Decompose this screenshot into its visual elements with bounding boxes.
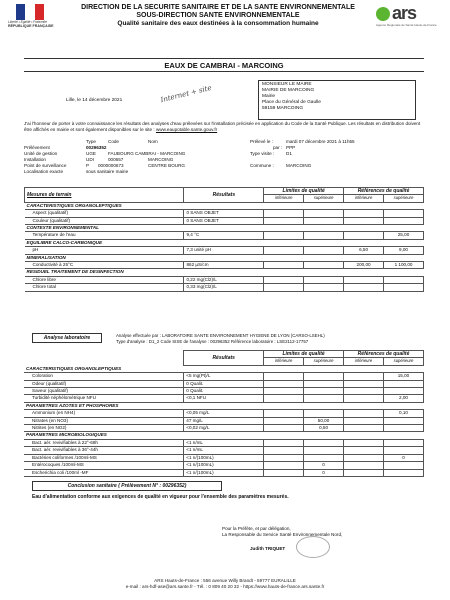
commune-value: MARCOING — [286, 163, 312, 168]
point-type: P — [86, 163, 90, 168]
section-title: MINERALISATION — [26, 254, 66, 260]
field-measurements-table — [24, 187, 424, 292]
result-value: 0 Qualit. — [184, 380, 264, 387]
installation-code: 000657 — [108, 157, 124, 162]
ref-sup: 0,10 — [383, 410, 423, 417]
table-row — [25, 276, 424, 283]
limit-inf — [264, 373, 304, 380]
ref-inf — [344, 425, 384, 432]
limit-inf — [264, 217, 304, 224]
result-value: 0 SANS OBJET — [184, 210, 264, 217]
table-row — [25, 284, 424, 291]
param-name: pH — [25, 247, 184, 254]
limit-sup — [304, 380, 344, 387]
limit-inf — [264, 454, 304, 461]
result-value: 0,22 mg(Cl2)/L — [184, 276, 264, 283]
result-value: 862 µS/cm — [184, 262, 264, 269]
ref-inf — [344, 217, 384, 224]
table-row — [25, 210, 424, 217]
point-code: 0000000673 — [98, 163, 124, 168]
ref-inf: 200,00 — [344, 262, 384, 269]
col-nom-header: Nom — [148, 139, 158, 144]
installation-type: UDI — [86, 157, 94, 162]
param-name: Aspect (qualitatif) — [25, 210, 184, 217]
terrain-header-ref-inf: inférieure — [344, 195, 384, 202]
ref-sup — [384, 217, 424, 224]
limit-inf — [264, 262, 304, 269]
result-value: <1 n/mL — [184, 447, 264, 454]
commune-label: Commune : — [250, 163, 274, 168]
limit-sup — [304, 395, 344, 402]
notice-link[interactable]: www.eaupotable.sante.gouv.fr — [155, 126, 218, 132]
prelevement-value: 00296352 — [86, 145, 107, 150]
lab-analysis-info — [116, 333, 325, 345]
limit-inf — [264, 388, 304, 395]
limit-inf — [264, 417, 304, 424]
param-name: Saveur (qualitatif) — [24, 388, 184, 395]
address-line: Place du Général de Gaulle — [262, 100, 321, 105]
result-value: <0,1 NFU — [184, 395, 264, 402]
result-value: <1 n/(100mL) — [184, 462, 264, 469]
param-name: Nitrates (en NO3) — [24, 417, 184, 424]
param-name: Couleur (qualitatif) — [25, 217, 184, 224]
ref-sup — [384, 284, 424, 291]
param-name: Nitrites (en NO2) — [24, 425, 184, 432]
section-title: PARAMETRES MICROBIOLOGIQUES — [26, 432, 107, 438]
terrain-header-limites: Limites de qualité — [264, 188, 344, 195]
conclusion-text: Eau d'alimentation conforme aux exigences de qualité en vigueur pour l'ensemble des paramètres mesurés. — [32, 494, 289, 500]
lab-line-1: Analyse effectuée par : LABORATOIRE SANTE ENVIRONNEMENT HYGIENE DE LYON (CARSO-LSEHL) — [116, 333, 325, 338]
limit-sup — [304, 232, 344, 239]
section-title: CARACTERISTIQUES ORGANOLEPTIQUES — [26, 202, 122, 208]
ref-sup — [383, 447, 423, 454]
result-value: <0,05 mg/L — [184, 410, 264, 417]
table-row — [24, 454, 424, 461]
limit-sup — [304, 439, 344, 446]
ref-inf — [344, 447, 384, 454]
ref-inf — [344, 439, 384, 446]
limit-sup: 50,00 — [304, 417, 344, 424]
visite-value: D1 — [286, 151, 292, 156]
signatory-name: Judith TRIQUET — [250, 546, 286, 551]
signature-line-1: Pour la Préfète, et par délégation, — [222, 526, 291, 531]
limit-sup: 0,50 — [304, 425, 344, 432]
ref-sup: 25,00 — [384, 232, 424, 239]
ars-wordmark: ars — [392, 3, 417, 23]
ars-sun-icon — [376, 7, 390, 21]
lab-header-blank — [24, 351, 184, 366]
table-row — [24, 410, 424, 417]
table-row — [25, 247, 424, 254]
limit-sup — [304, 284, 344, 291]
result-value: 7,3 unité pH — [184, 247, 264, 254]
signature-block — [222, 526, 422, 552]
ref-inf — [344, 232, 384, 239]
preleve-label: Prélevé le : — [250, 139, 273, 144]
letter-date: Lille, le 14 décembre 2021 — [66, 98, 123, 103]
limit-inf — [264, 276, 304, 283]
limit-sup — [304, 262, 344, 269]
lab-header-resultats: Résultats — [184, 351, 264, 366]
ref-sup — [383, 439, 423, 446]
handwritten-note: Internet + site — [159, 83, 213, 105]
page-title: EAUX DE CAMBRAI - MARCOING — [24, 58, 424, 72]
limit-inf — [264, 395, 304, 402]
visite-label: Type visite : — [250, 151, 275, 156]
ref-sup — [383, 388, 423, 395]
ref-sup — [384, 210, 424, 217]
limit-sup — [304, 447, 344, 454]
terrain-header-resultats: Résultats — [184, 188, 264, 203]
terrain-header-sup: supérieure — [304, 195, 344, 202]
ref-sup — [383, 469, 423, 476]
table-row — [24, 373, 424, 380]
address-line: Mairie — [262, 94, 276, 99]
ref-sup — [383, 417, 423, 424]
lab-results-table — [24, 350, 424, 477]
ref-inf: 6,50 — [344, 247, 384, 254]
republique-francaise-logo — [8, 4, 54, 34]
installation-value: MARCOING — [148, 157, 174, 162]
installation-label: Installation — [24, 157, 46, 162]
table-row — [24, 469, 424, 476]
terrain-header-mesures: Mesures de terrain — [25, 188, 184, 203]
result-value: <1 n/(100mL) — [184, 469, 264, 476]
limit-inf — [264, 210, 304, 217]
param-name: Entérocoques /100ml-MS — [24, 462, 184, 469]
col-code-header: Code — [108, 139, 119, 144]
result-value: <1 n/mL — [184, 439, 264, 446]
ref-sup — [383, 380, 423, 387]
limit-inf — [264, 284, 304, 291]
ref-inf — [344, 454, 384, 461]
unite-label: Unité de gestion — [24, 151, 58, 156]
unite-value: FAUBOURG CAMBRAI - MARCOING — [108, 151, 186, 156]
table-row — [24, 417, 424, 424]
param-name: Conductivité à 25°C — [25, 262, 184, 269]
table-row — [25, 217, 424, 224]
limit-sup — [304, 373, 344, 380]
section-title: RESIDUEL TRAITEMENT DE DESINFECTION — [26, 269, 124, 275]
rf-name: RÉPUBLIQUE FRANÇAISE — [8, 23, 54, 28]
limit-inf — [264, 232, 304, 239]
table-row — [24, 395, 424, 402]
lab-header-sup: supérieure — [304, 358, 344, 365]
table-row — [24, 425, 424, 432]
limit-sup — [304, 247, 344, 254]
lab-header-inf: inférieure — [264, 358, 304, 365]
address-line: 59159 MARCOING — [262, 106, 304, 111]
param-name: Turbidité néphélométrique NFU — [24, 395, 184, 402]
signature-line-2: La Responsable du Service Santé Environnementale Nord, — [222, 532, 343, 537]
result-value: 0 SANS OBJET — [184, 217, 264, 224]
section-title: EQUILIBRE CALCO-CARBONIQUE — [26, 239, 103, 245]
ref-inf — [344, 417, 384, 424]
result-value: 47 mg/L — [184, 417, 264, 424]
limit-sup — [304, 217, 344, 224]
point-label: Point de surveillance — [24, 163, 67, 168]
col-type-header: Type — [86, 139, 96, 144]
lab-line-2: Type d'analyse : D1_2 Code SISE de l'analyse : 00296352 Référence laboratoire : LSE2112-17757 — [116, 339, 309, 344]
page-header — [0, 0, 450, 36]
param-name: Odeur (qualitatif) — [24, 380, 184, 387]
par-label: par : — [273, 145, 283, 150]
table-row — [24, 462, 424, 469]
lab-analysis-label: Analyse laboratoire — [32, 333, 102, 343]
param-name: Chlore total — [25, 284, 184, 291]
ref-inf — [344, 276, 384, 283]
limit-inf — [264, 439, 304, 446]
ref-inf — [344, 410, 384, 417]
ref-sup — [383, 425, 423, 432]
param-name: Ammonium (en NH4) — [24, 410, 184, 417]
ars-logo — [372, 3, 442, 35]
param-name: Température de l'eau — [25, 232, 184, 239]
section-title: CARACTERISTIQUES ORGANOLEPTIQUES — [26, 365, 122, 371]
rf-motto: Liberté • Égalité • Fraternité — [8, 20, 47, 24]
result-value: <1 n/(100mL) — [184, 454, 264, 461]
address-line: MAIRIE DE MARCOING — [262, 88, 315, 93]
terrain-header-references: Références de qualité — [344, 188, 424, 195]
lab-header-ref-inf: inférieure — [344, 358, 384, 365]
ref-inf — [344, 395, 384, 402]
localisation-label: Localisation exacte — [24, 169, 64, 174]
ref-sup: 15,00 — [383, 373, 423, 380]
marianne-icon — [16, 4, 44, 20]
table-row — [24, 439, 424, 446]
limit-inf — [264, 247, 304, 254]
limit-sup — [304, 388, 344, 395]
table-row — [24, 380, 424, 387]
header-line-3: Qualité sanitaire des eaux destinées à la consommation humaine — [117, 20, 319, 27]
ars-subtitle: Agence Régionale de Santé Hauts-de-France — [376, 23, 437, 27]
prelevement-label: Prélèvement — [24, 145, 50, 150]
limit-inf — [264, 380, 304, 387]
param-name: Bact. aér. revivifiables à 22°-68h — [24, 439, 184, 446]
table-row — [25, 262, 424, 269]
page-footer — [0, 578, 450, 590]
ref-inf — [344, 388, 384, 395]
terrain-header-ref-sup: supérieure — [384, 195, 424, 202]
address-line: MONSIEUR LE MAIRE — [262, 82, 312, 87]
table-row — [25, 232, 424, 239]
par-value: PPP — [286, 145, 296, 150]
ref-sup — [383, 462, 423, 469]
result-value: <0,02 mg/L — [184, 425, 264, 432]
notice-text: J'ai l'honneur de porter à votre connaissance les résultats des analyses d'eau prélevées sur l'installation précisée en application du Code de la Santé Publique. Les résultats en distribution doivent être affichés en mairie et sont également disponibles sur le site : — [24, 121, 421, 132]
limit-inf — [264, 469, 304, 476]
limit-sup — [304, 276, 344, 283]
notice-paragraph — [24, 121, 424, 133]
limit-sup — [304, 210, 344, 217]
limit-inf — [264, 410, 304, 417]
limit-sup — [304, 410, 344, 417]
ref-sup: 2,00 — [383, 395, 423, 402]
param-name: Chlore libre — [25, 276, 184, 283]
result-value: 0,33 mg(Cl2)/L — [184, 284, 264, 291]
header-line-1: DIRECTION DE LA SECURITE SANITAIRE ET DE LA SANTE ENVIRONNEMENTALE — [81, 4, 355, 11]
ref-sup: 1 100,00 — [384, 262, 424, 269]
limit-sup — [304, 454, 344, 461]
lab-header-ref-sup: supérieure — [383, 358, 423, 365]
header-titles — [68, 4, 368, 28]
preleve-value: mardi 07 décembre 2021 à 11h55 — [286, 139, 355, 144]
ref-inf — [344, 210, 384, 217]
limit-inf — [264, 447, 304, 454]
limit-inf — [264, 425, 304, 432]
section-title: PARAMETRES AZOTES ET PHOSPHORES — [26, 402, 119, 408]
limit-sup: 0 — [304, 469, 344, 476]
table-row — [24, 388, 424, 395]
point-value: CENTRE BOURG — [148, 163, 186, 168]
result-value: 9,4 °C — [184, 232, 264, 239]
ref-inf — [344, 373, 384, 380]
ref-sup: 9,00 — [384, 247, 424, 254]
section-title: CONTEXTE ENVIRONNEMENTAL — [26, 225, 99, 231]
result-value: <5 mg(Pt)/L — [184, 373, 264, 380]
param-name: Coloration — [24, 373, 184, 380]
lab-header-limites: Limites de qualité — [264, 351, 344, 358]
conclusion-label: Conclusion sanitaire ( Prélèvement N° : 00296352) — [32, 481, 222, 491]
lab-header-references: Références de qualité — [344, 351, 424, 358]
param-name: Escherichia coli /100ml -MF — [24, 469, 184, 476]
ref-inf — [344, 462, 384, 469]
param-name: Bactéries coliformes /100ml-MS — [24, 454, 184, 461]
header-line-2: SOUS-DIRECTION SANTE ENVIRONNEMENTALE — [136, 12, 300, 19]
unite-type: UGE — [86, 151, 96, 156]
ref-sup — [384, 276, 424, 283]
result-value: 0 Qualit. — [184, 388, 264, 395]
footer-line-1: ARS Hauts-de-France : 556 avenue Willy Brandt - 59777 EURALILLE — [154, 578, 296, 583]
ref-inf — [344, 284, 384, 291]
limit-inf — [264, 462, 304, 469]
terrain-header-inf: inférieure — [264, 195, 304, 202]
ref-inf — [344, 469, 384, 476]
table-row — [24, 447, 424, 454]
footer-line-2: e-mail : ars-hdf-ase@ars.sante.fr - Tél. : 0 809 40 20 32 - https://www.hauts-de-france.ars.sante.fr — [125, 584, 325, 589]
localisation-value: sous sanitaire mairie — [86, 169, 129, 174]
limit-sup: 0 — [304, 462, 344, 469]
ref-inf — [344, 380, 384, 387]
recipient-address — [258, 80, 416, 120]
param-name: Bact. aér. revivifiables à 36°-44h — [24, 447, 184, 454]
ref-sup: 0 — [383, 454, 423, 461]
